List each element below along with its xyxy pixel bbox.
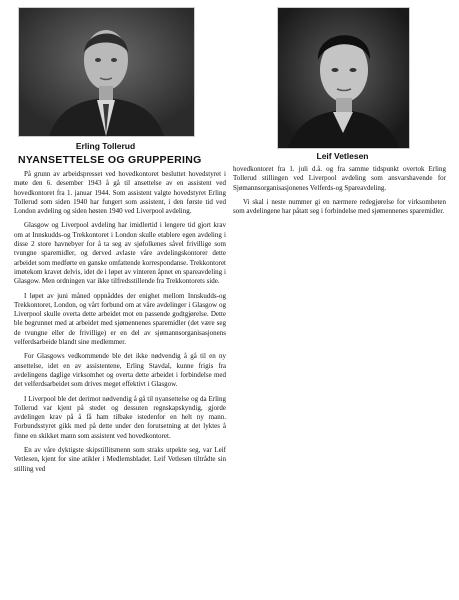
photo-caption-left: Erling Tollerud: [75, 141, 136, 151]
paragraph: For Glasgows vedkommende ble det ikke nødvendig å gå til en ny ansettelse, idet en av assistentene, Erling Stavdal, kunne frigis fra avdelingens daglige virksomhet og overta dette arbeidet i forbindelse med det velferdsarbeidet som drives meget effektivt i Glasgow.: [14, 352, 226, 389]
photo-caption-right: Leif Vetlesen: [316, 151, 369, 161]
paragraph: En av våre dyktigste skipstillitsmenn som straks utpekte seg, var Leif Vetlesen, kjent for sine atikler i Medlemsbladet. Leif Vetlesen tiltrådte sin stilling ved: [14, 446, 226, 473]
article-headline: NYANSETTELSE OG GRUPPERING: [18, 154, 202, 166]
portrait-photo-erling-tollerud: [18, 7, 195, 137]
paragraph: Vi skal i neste nummer gi en nærmere redegjørelse for virksomheten som avdelingene har påtatt seg i forbindelse med sjømennenes sparemidler.: [233, 197, 446, 216]
paragraph: I løpet av juni måned oppnåddes der enighet mellom Innskudds-og Trekkontoret, London, og vårt forbund om at våre avdelinger i Glasgow og Liverpool skulle overta dette arbeidet mot en passende godtgjørelse. Dette ble begrunnet med at arbeidet med sjømennenes sparemidler (det være seg de tvungne eller de frivillige) er en del av sjømannsorganisasjonens velferdsarbeide blandt sine medlemmer.: [14, 291, 226, 347]
paragraph: hovedkontoret fra 1. juli d.å. og fra samme tidspunkt overtok Erling Tollerud stillingen ved Liverpool avdeling som ansvarshavende for Sjømannsorganisasjonenes Velferds-og Spareavdeling.: [233, 165, 446, 192]
article-column-left: [14, 170, 226, 479]
paragraph: Glasgow og Liverpool avdeling har imidlertid i lengere tid gjort krav om at Innskudds-og Trekkontoret i London skulle etablere egen avdeling i disse 2 store havnebyer for å ta seg av sjøfolkenes såvel frivillige som tvungne sparemidler, og derved avlaste våre avdelingskontorer dette arbeidet som medførte en ganske omfattende korrespondanse. Trekkontoret imøtekom kravet delvis, idet de i løpet av vinteren åpnet en spareavdeling i Glasgow. Men ordningen var ikke tilfredsstillende fra Trekkontorets side.: [14, 221, 226, 286]
paragraph: I Liverpool ble det derimot nødvendig å gå til nyansettelse og da Erling Tollerud var kjent på stedet og dessuten regnskapskyndig, gjorde avdelingen krav på å få ham tilbake istedenfor en helt ny mann. Forbundsstyret gikk med på dette under den forutsetning at det lyktes å finne en skikket mann som assistent ved hovedkontoret.: [14, 394, 226, 440]
portrait-photo-leif-vetlesen: [277, 7, 410, 149]
paragraph: På grunn av arbeidspresset ved hovedkontoret besluttet hovedstyret i møte den 6. desember 1943 å gå til ansettelse av en assistent ved hovedkontoret fra 1. januar 1944. Som assistent valgte hovedstyret Erling Tollerud som siden 1940 har fungert som assistent, i den første tid ved London avdeling og siden høsten 1940 ved Liverpool avdeling.: [14, 170, 226, 216]
article-column-right: [233, 165, 446, 221]
